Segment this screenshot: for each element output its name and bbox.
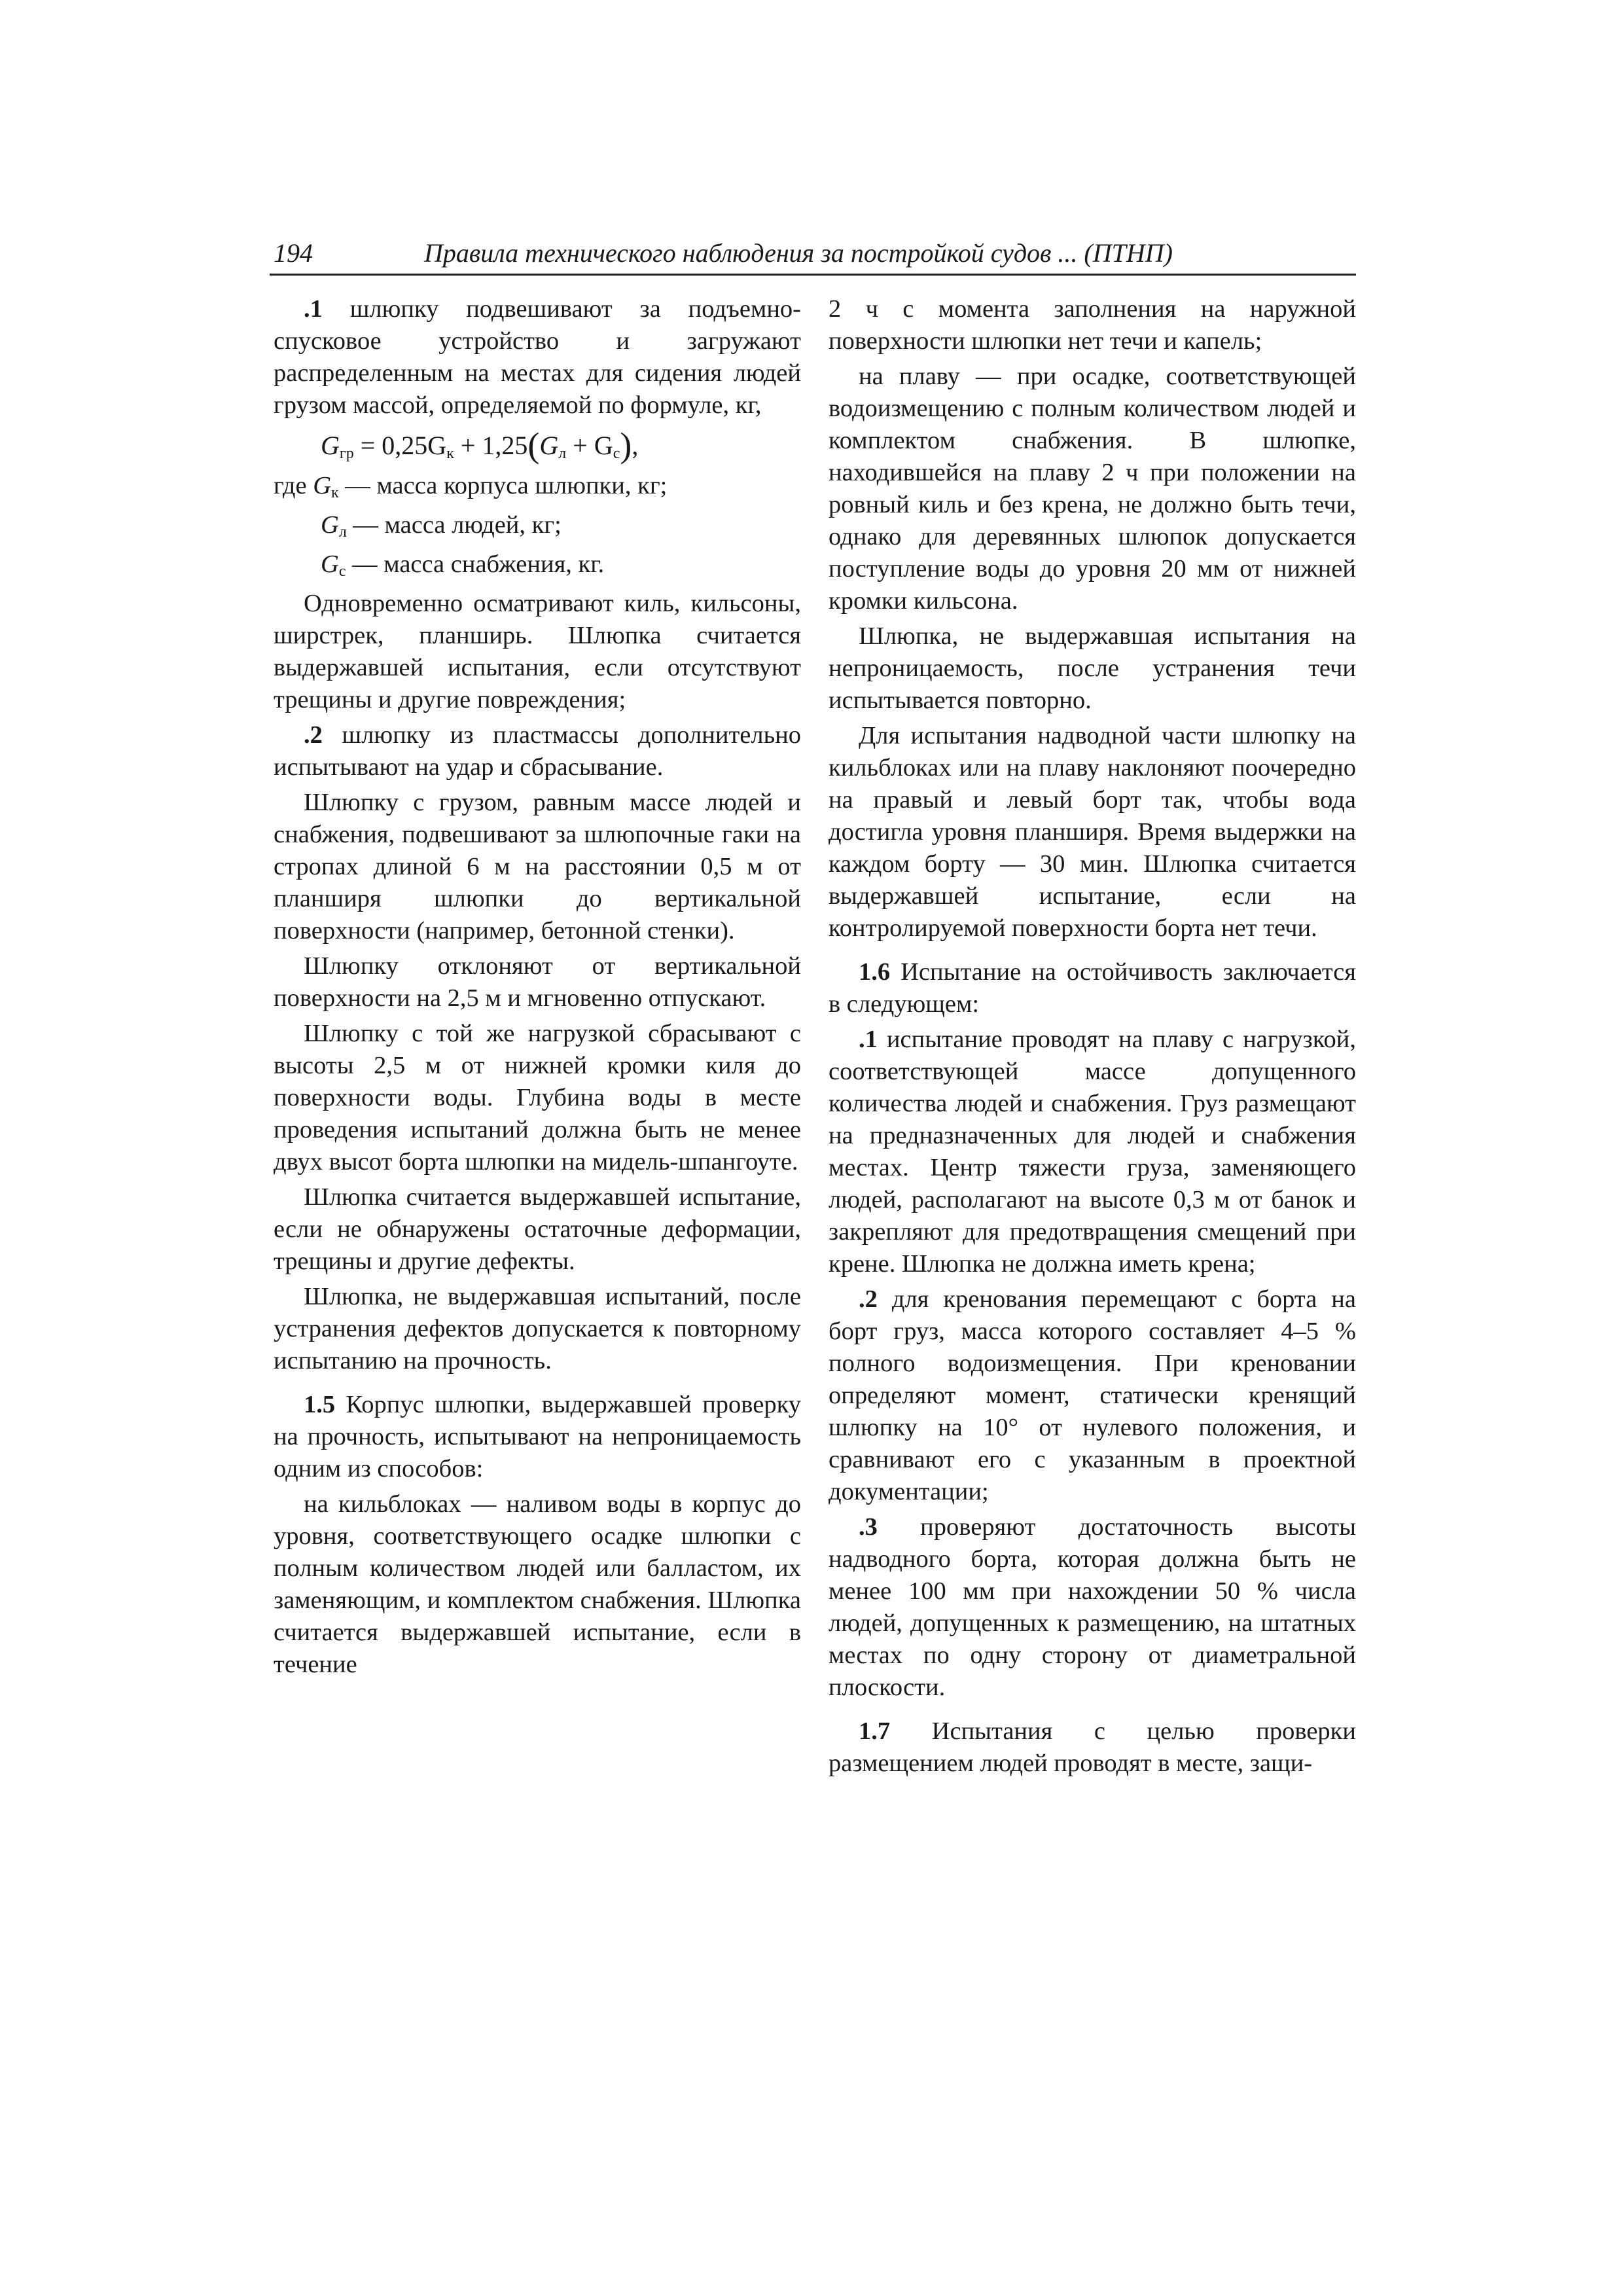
legend-row bbox=[274, 509, 801, 548]
paragraph: 2 ч с момента заполнения на наружной поверхности шлюпки нет течи и капель; bbox=[829, 295, 1356, 355]
section-number: 1.5 bbox=[304, 1391, 336, 1418]
section-paragraph bbox=[274, 1389, 801, 1485]
legend-prefix: где bbox=[274, 472, 313, 499]
paragraph: на кильблоках — наливом воды в корпус до уровня, соответствующего осадке шлюпки с полным количеством людей или балластом, их заменяющим, и комплектом снабжения. Шлюпка считается выдержавшей испытание, если в течение bbox=[274, 1490, 801, 1678]
paragraph bbox=[829, 1024, 1356, 1280]
formula-sub: гр bbox=[339, 445, 354, 462]
legend-text: — масса корпуса шлюпки, кг; bbox=[338, 472, 668, 499]
legend-sub: к bbox=[331, 484, 339, 501]
item-number: .3 bbox=[859, 1513, 878, 1541]
paragraph bbox=[829, 1283, 1356, 1508]
paragraph-text: проверяют достаточность высоты надводного борта, которая должна быть не менее 100 мм при нахождении 50 % числа людей, допущенных к размещению, на штатных местах по одну сторону от диаметральной плоскости. bbox=[829, 1513, 1356, 1701]
section-number: 1.7 bbox=[859, 1717, 891, 1745]
paragraph bbox=[274, 719, 801, 783]
legend-symbol: G bbox=[321, 550, 339, 578]
formula-sub: к bbox=[446, 445, 454, 462]
paragraph: на плаву — при осадке, соответствующей водоизмещению с полным количеством людей и комплектом снабжения. В шлюпке, находившейся на плаву 2 ч при положении на ровный киль и без крена, не должно быть течи, однако для деревянных шлюпок допускается поступление воды до уровня 20 мм от нижней кромки кильсона. bbox=[829, 363, 1356, 615]
item-number: .2 bbox=[859, 1285, 878, 1313]
section-paragraph bbox=[829, 1715, 1356, 1780]
paragraph: Одновременно осматривают киль, кильсоны, ширстрек, планширь. Шлюпка считается выдержавшей испытания, если отсутствуют трещины и другие повреждения; bbox=[274, 590, 801, 713]
item-number: .1 bbox=[859, 1026, 878, 1053]
mass-formula bbox=[274, 425, 801, 465]
paragraph: Шлюпка, не выдержавшая испытаний, после устранения дефектов допускается к повторному испытанию на прочность. bbox=[274, 1283, 801, 1374]
item-number: .1 bbox=[304, 295, 323, 323]
running-header bbox=[270, 237, 1356, 276]
formula-sub: с bbox=[613, 445, 620, 462]
paragraph-text: испытание проводят на плаву с нагрузкой, соответствующей массе допущенного количества людей и снабжения. Груз размещают на предназначенных для людей и снабжения местах. Центр тяжести груза, заменяющего людей, располагают на высоте 0,3 м от банок и закрепляют для предотвращения смещений при крене. Шлюпка не должна иметь крена; bbox=[829, 1026, 1356, 1278]
paragraph bbox=[274, 293, 801, 422]
right-column bbox=[829, 293, 1356, 1783]
paragraph: Шлюпку с той же нагрузкой сбрасывают с высоты 2,5 м от нижней кромки киля до поверхности воды. Глубина воды в месте проведения испытаний должна быть не менее двух высот борта шлюпки на мидель-шпангоуте. bbox=[274, 1020, 801, 1175]
paragraph: Шлюпку с грузом, равным массе людей и снабжения, подвешивают за шлюпочные гаки на стропах длиной 6 м на расстоянии 0,5 м от планширя шлюпки до вертикальной поверхности (например, бетонной стенки). bbox=[274, 789, 801, 944]
page-number: 194 bbox=[274, 238, 313, 268]
legend-text: — масса снабжения, кг. bbox=[346, 550, 605, 578]
paragraph: Для испытания надводной части шлюпку на кильблоках или на плаву наклоняют поочередно на правый и левый борт так, чтобы вода достигла уровня планширя. Время выдержки на каждом борту — 30 мин. Шлюпка считается выдержавшей испытание, если на контролируемой поверхности борта нет течи. bbox=[829, 722, 1356, 942]
paragraph: Шлюпку отклоняют от вертикальной поверхности на 2,5 м и мгновенно отпускают. bbox=[274, 952, 801, 1012]
formula-paren: ( bbox=[527, 425, 540, 465]
formula-lhs: G bbox=[321, 431, 340, 460]
legend-row bbox=[274, 470, 801, 509]
formula-paren: ) bbox=[620, 425, 632, 465]
section-paragraph bbox=[829, 956, 1356, 1020]
formula-legend bbox=[274, 470, 801, 588]
paragraph bbox=[829, 1511, 1356, 1704]
legend-symbol: G bbox=[313, 472, 331, 499]
formula-term: + G bbox=[573, 431, 613, 460]
formula-term: + 1,25 bbox=[460, 431, 528, 460]
paragraph: Шлюпка, не выдержавшая испытания на непроницаемость, после устранения течи испытывается повторно. bbox=[829, 622, 1356, 714]
paragraph: Шлюпка считается выдержавшей испытание, если не обнаружены остаточные деформации, трещины и другие дефекты. bbox=[274, 1183, 801, 1275]
formula-term: = 0,25G bbox=[360, 431, 447, 460]
left-column bbox=[274, 293, 801, 1684]
item-number: .2 bbox=[304, 721, 323, 749]
paragraph-text: Корпус шлюпки, выдержавшей проверку на прочность, испытывают на непроницаемость одним из способов: bbox=[274, 1391, 801, 1482]
legend-symbol: G bbox=[321, 511, 339, 539]
legend-sub: л bbox=[338, 524, 347, 541]
legend-sub: с bbox=[338, 563, 346, 580]
formula-term: , bbox=[632, 431, 639, 460]
section-number: 1.6 bbox=[859, 958, 891, 986]
legend-row bbox=[274, 548, 801, 588]
paragraph-text: Испытания с целью проверки размещением людей проводят в месте, защи- bbox=[829, 1717, 1356, 1777]
paragraph-text: Испытание на остойчивость заключается в следующем: bbox=[829, 958, 1356, 1018]
paragraph-text: шлюпку подвешивают за подъемно-спусковое устройство и загружают распределенным на местах для сидения людей грузом массой, определяемой по формуле, кг, bbox=[274, 295, 801, 419]
formula-sub: л bbox=[558, 445, 567, 462]
running-title: Правила технического наблюдения за постройкой судов ... (ПТНП) bbox=[424, 238, 1173, 268]
paragraph-text: шлюпку из пластмассы дополнительно испытывают на удар и сбрасывание. bbox=[274, 721, 801, 781]
formula-term: G bbox=[539, 431, 559, 460]
paragraph-text: для кренования перемещают с борта на борт груз, масса которого составляет 4–5 % полного водоизмещения. При креновании определяют момент, статически кренящий шлюпку на 10° от нулевого положения, и сравнивают его с указанным в проектной документации; bbox=[829, 1285, 1356, 1505]
legend-text: — масса людей, кг; bbox=[346, 511, 562, 539]
